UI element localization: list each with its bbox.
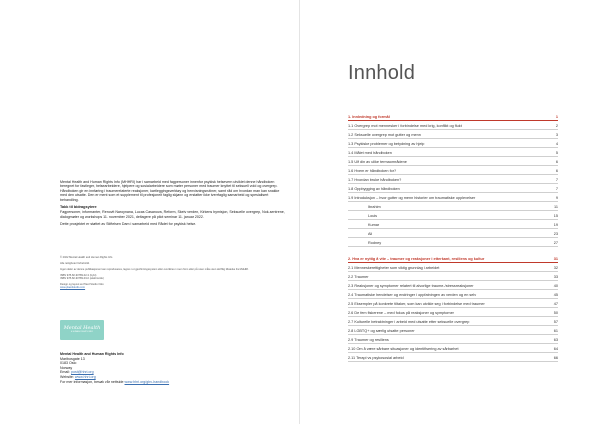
toc-entry-label: 2.9 Traumer og resiliens xyxy=(348,337,389,342)
toc-entry-row[interactable] xyxy=(348,290,558,299)
postal: 0183 Oslo xyxy=(60,361,77,366)
toc-entry-label: 2.10 Om å være sårbare situasjoner og identifisering av sårbarhet xyxy=(348,346,459,351)
website-link[interactable]: www.hhri.org xyxy=(74,374,96,379)
toc-entry-row[interactable] xyxy=(348,308,558,317)
design-credit: Design og layout av Plæd Studio Oslo xyxy=(60,283,104,287)
toc-page-number: 47 xyxy=(553,301,558,306)
isbn-electronic: ISBN 978-82-93789-03-0 (elektronisk) xyxy=(60,277,104,281)
toc-entry-label: Ibrahim xyxy=(368,204,381,209)
toc-page-number: 40 xyxy=(553,283,558,288)
toc-page-number: 61 xyxy=(553,328,558,333)
toc-entry-label: Louis xyxy=(368,213,378,218)
address-block xyxy=(60,352,290,384)
toc-page-number: 3 xyxy=(555,132,558,137)
toc-entry-row[interactable] xyxy=(348,166,558,175)
toc-entry-label: 1.7 Hvordan bruke håndboken? xyxy=(348,177,402,182)
toc-entry-label: 2.2 Traumer xyxy=(348,274,369,279)
toc-entry-label: 1.8 Oppbygging av håndboken xyxy=(348,186,400,191)
toc-page-number: 66 xyxy=(553,355,558,360)
toc-page-number: 27 xyxy=(553,240,558,245)
toc-page-number: 2 xyxy=(555,123,558,128)
rights-line: Alle rettigheter forbeholdt. xyxy=(60,261,90,265)
toc-entry-row[interactable] xyxy=(348,121,558,130)
toc-page-number: 6 xyxy=(555,168,558,173)
toc-entry-row[interactable] xyxy=(348,139,558,148)
toc-page-number: 15 xyxy=(553,213,558,218)
toc-entry-label: 2.5 Eksempler på konkrete tiltaker, som kan utvikle seg i forbindelse med traumer xyxy=(348,301,485,306)
toc-entry-row[interactable] xyxy=(348,193,558,202)
toc-entry-row[interactable] xyxy=(348,326,558,335)
toc-entry-label: 1.9 Introduksjon – hvor gutter og menn historier om traumatiske opplevelser xyxy=(348,195,476,200)
logo-line-2: & HUMAN RIGHTS INFO xyxy=(70,331,94,334)
toc-entry-row[interactable] xyxy=(348,281,558,290)
toc-entry-row[interactable] xyxy=(348,157,558,166)
toc-entry-label: 2.1 Menneskerettigheter som viktig grunnlag i arbeidet xyxy=(348,265,440,270)
more-info-link[interactable]: www.hhri.org/gbv-handbook xyxy=(124,379,170,384)
toc-entry-row[interactable] xyxy=(348,299,558,308)
logo-line-1: Mental Health xyxy=(63,325,101,332)
toc-entry-row[interactable] xyxy=(348,202,558,211)
mhhri-logo xyxy=(60,320,104,340)
toc-entry-label: 1.1 Overgrep mot mennesker i forbindelse med krig, konflikt og flukt xyxy=(348,123,462,128)
toc-page-number: 7 xyxy=(555,177,558,182)
toc-page-number: 31 xyxy=(553,256,558,261)
toc-page-number: 6 xyxy=(555,159,558,164)
toc-entry-label: 2. Hva er nyttig å vite – traumer og reaksjoner i etterkant, resiliens og kultur xyxy=(348,256,485,261)
toc-entry-row[interactable] xyxy=(348,263,558,272)
toc-entry-label: 1.4 Målet med håndboken xyxy=(348,150,392,155)
toc-entry-row[interactable] xyxy=(348,184,558,193)
toc-page-number: 19 xyxy=(553,222,558,227)
toc-entry-label: Rodney xyxy=(368,240,382,245)
toc-entry-row[interactable] xyxy=(348,317,558,326)
toc-entry-label: 1. Innledning og formål xyxy=(348,114,390,119)
toc-entry-label: Kumar xyxy=(368,222,380,227)
toc-page-number: 63 xyxy=(553,337,558,342)
toc-entry-label: 1.3 Psykiske problemer og betydning av hjelp xyxy=(348,141,425,146)
toc-entry-row[interactable] xyxy=(348,229,558,238)
thanks-title: Takk til bidragsytere xyxy=(60,205,97,210)
toc-page-number: 45 xyxy=(553,292,558,297)
toc-entry-row[interactable] xyxy=(348,130,558,139)
toc-entry-row[interactable] xyxy=(348,148,558,157)
toc-entry-label: 2.4 Traumatiske hendelser og endringer i oppfatningen av verden og en selv xyxy=(348,292,477,297)
country: Norway xyxy=(60,365,73,370)
toc-page-number: 4 xyxy=(555,141,558,146)
more-info-text: For mer informasjon, besøk vår nettside xyxy=(60,379,124,384)
toc-entry-row[interactable] xyxy=(348,238,558,247)
small-print xyxy=(60,256,260,290)
toc-entry-row[interactable] xyxy=(348,353,558,362)
toc-page-number: 57 xyxy=(553,319,558,324)
design-link[interactable]: www.plaedstudio.com xyxy=(60,286,86,290)
disclaimer-text: Ingen deler av denne publikasjonen kan reproduseres, lagres i et gjenfinningssystem eller overføres i noen form eller på noen måte uten skriftlig tillatelse fra MHHRI. xyxy=(60,267,249,271)
toc-entry-label: Ali xyxy=(368,231,373,236)
toc-entry-label: 2.8 LGBTQ+ og særlig utsatte personer xyxy=(348,328,415,333)
toc-entry-row[interactable] xyxy=(348,211,558,220)
toc-entry-label: 1.5 Ulf din av ulike termaområdene xyxy=(348,159,407,164)
toc-page-number: 50 xyxy=(553,310,558,315)
toc-entry-label: 2.11 Terapi vs psykososial arbeid xyxy=(348,355,404,360)
toc-page-number: 1 xyxy=(555,114,558,119)
toc-page-number: 7 xyxy=(555,186,558,191)
street: Maribosgate 13 xyxy=(60,356,85,361)
toc-entry-row[interactable] xyxy=(348,335,558,344)
toc-page-number: 11 xyxy=(554,204,558,209)
toc-page-number: 9 xyxy=(555,195,558,200)
toc-page-number: 5 xyxy=(555,150,558,155)
toc-chapter-row[interactable] xyxy=(348,112,558,121)
copyright-line: © 2022 Mental Health and Human Rights Info xyxy=(60,256,113,259)
more-info-line xyxy=(60,380,290,385)
toc-page-number: 33 xyxy=(553,274,558,279)
funding-text: Dette prosjektet er støttet av Stiftelsen Dam i samarbeid med Rådet for psykisk helse. xyxy=(60,222,197,227)
thanks-text: Fagpersoner, informanter, Renovit Naroynana, Lucas Casanova, Reform, Skeiv verden, Kirkens bymisjon, Seksuelle overgrep, Nok-sentrene, dialogmøter og workshops 11. november 2021, deltagere på pilot seminar 11. januar 2022. xyxy=(60,210,285,219)
toc-group-2 xyxy=(348,254,558,362)
toc-entry-label: 2.7 Kulturelle betraktninger i arbeid med utsatte etter seksuelle overgrep xyxy=(348,319,470,324)
website-label: Website: xyxy=(60,374,74,379)
toc-entry-label: 2.6 De fem fiskerene – med fokus på reaksjoner og symptomer xyxy=(348,310,454,315)
email-link[interactable]: post@hhri.org xyxy=(71,370,94,375)
toc-page-number: 32 xyxy=(553,265,558,270)
toc-chapter-row[interactable] xyxy=(348,254,558,263)
toc-entry-row[interactable] xyxy=(348,344,558,353)
toc-entry-row[interactable] xyxy=(348,175,558,184)
toc-entry-row[interactable] xyxy=(348,220,558,229)
toc-entry-label: 1.6 Hvem er håndboken for? xyxy=(348,168,397,173)
isbn-print: ISBN 978-82-93789-02-3 (trykt) xyxy=(60,273,97,277)
org-name: Mental Health and Human Rights Info xyxy=(60,352,124,356)
toc-group-1 xyxy=(348,112,558,247)
colophon xyxy=(60,180,286,230)
toc-entry-label: 2.3 Reaksjoner og symptomer relatert til alvorlige traume-/stressreaksjoner xyxy=(348,283,474,288)
email-label: Email: xyxy=(60,370,70,375)
intro-paragraph: Mental Health and Human Rights Info (MHHRI) har i samarbeid med fagpersoner innenfor psykisk helsevern utviklet denne håndboken beregnet for fastleger, helsearbeidere, hjelpere og sosialarbeidere som møter personer med traumer knyttet til seksuell vold og overgrep. Håndboken gir en innføring i traumerelaterte reaksjoner, kartleggingsverktøy og henvisningsrutiner, samt råd om hvordan man kan snakke med den utsatte. Den er ment som et supplement til profesjonelt faglig skjønn og erstatter ikke tverrfaglig samarbeid og spesialisert behandling. xyxy=(60,180,280,202)
toc-page-number: 23 xyxy=(553,231,558,236)
toc-entry-label: 1.2 Seksuelle overgrep mot gutter og menn xyxy=(348,132,421,137)
toc-entry-row[interactable] xyxy=(348,272,558,281)
toc-title: Innhold xyxy=(348,62,416,84)
toc-page-number: 64 xyxy=(553,346,558,351)
